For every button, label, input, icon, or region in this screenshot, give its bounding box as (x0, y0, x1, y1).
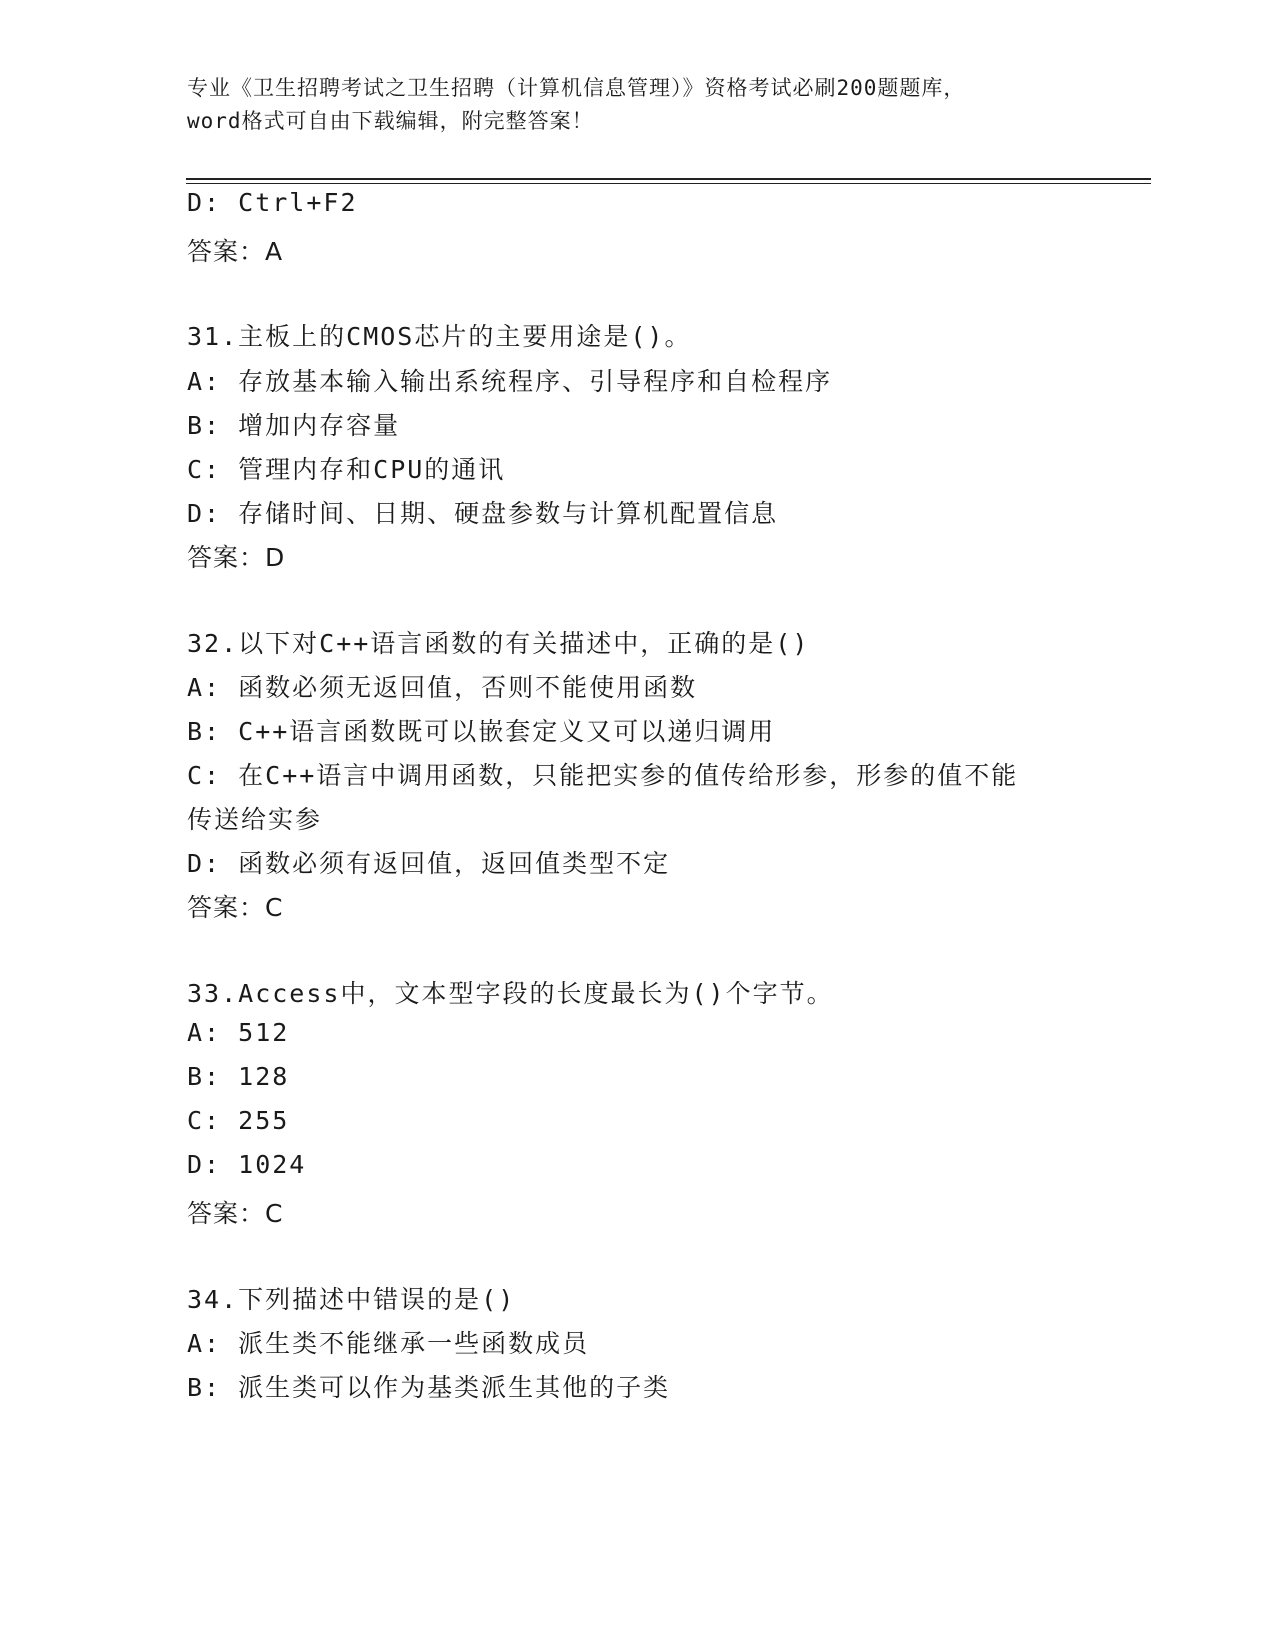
q34-question: 34.下列描述中错误的是() (187, 1285, 516, 1314)
q33-option-c: C: 255 (187, 1106, 290, 1135)
document-header (187, 72, 1087, 138)
q32-option-c-continued: 传送给实参 (187, 805, 323, 834)
q31-option-c: C: 管理内存和CPU的通讯 (187, 455, 506, 484)
q30-option-d: D: Ctrl+F2 (187, 188, 358, 217)
q31-question: 31.主板上的CMOS芯片的主要用途是()。 (187, 322, 692, 351)
q34-option-a: A: 派生类不能继承一些函数成员 (187, 1329, 590, 1358)
q33-option-d: D: 1024 (187, 1150, 307, 1179)
q31-option-d: D: 存储时间、日期、硬盘参数与计算机配置信息 (187, 499, 779, 528)
q33-question: 33.Access中，文本型字段的长度最长为()个字节。 (187, 979, 834, 1008)
q33-option-a: A: 512 (187, 1018, 290, 1047)
q33-answer: 答案：C (187, 1199, 284, 1228)
q32-option-a: A: 函数必须无返回值，否则不能使用函数 (187, 673, 698, 702)
q31-option-b: B: 增加内存容量 (187, 411, 401, 440)
q33-option-b: B: 128 (187, 1062, 290, 1091)
q32-option-c: C: 在C++语言中调用函数，只能把实参的值传给形参，形参的值不能 (187, 761, 1019, 790)
q32-option-b: B: C++语言函数既可以嵌套定义又可以递归调用 (187, 717, 776, 746)
q31-answer: 答案：D (187, 543, 286, 572)
q31-option-a: A: 存放基本输入输出系统程序、引导程序和自检程序 (187, 367, 833, 396)
q32-answer: 答案：C (187, 893, 284, 922)
q34-option-b: B: 派生类可以作为基类派生其他的子类 (187, 1373, 671, 1402)
header-line-2: word格式可自由下载编辑，附完整答案！ (187, 109, 594, 133)
q30-answer: 答案：A (187, 237, 284, 266)
header-line-1: 专业《卫生招聘考试之卫生招聘（计算机信息管理）》资格考试必刷200题题库， (187, 76, 966, 100)
header-divider-thin (186, 183, 1151, 184)
q32-question: 32.以下对C++语言函数的有关描述中，正确的是() (187, 629, 810, 658)
header-divider-thick (186, 178, 1151, 180)
q32-option-d: D: 函数必须有返回值，返回值类型不定 (187, 849, 671, 878)
